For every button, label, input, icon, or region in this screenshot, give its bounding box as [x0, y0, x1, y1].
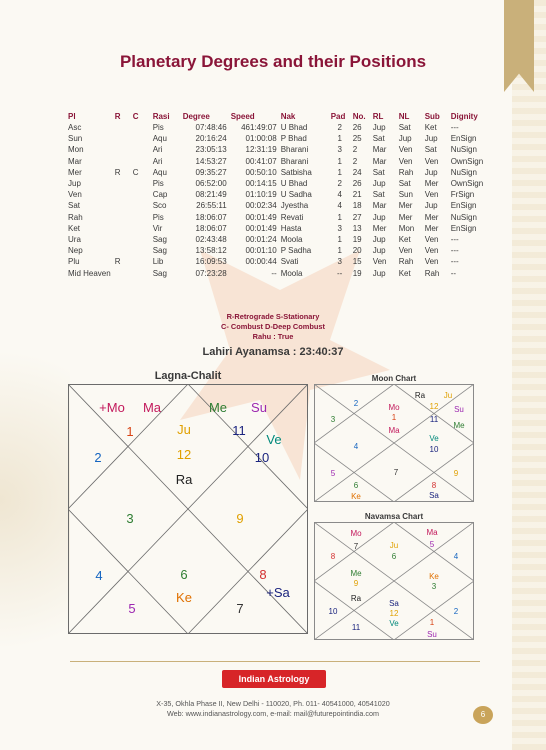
chart-label: Ve: [389, 619, 399, 628]
table-cell: [131, 267, 151, 278]
table-cell: OwnSign: [450, 156, 484, 166]
table-cell: [131, 256, 151, 267]
table-cell: NuSign: [450, 145, 477, 155]
chart-label: 2: [453, 607, 459, 616]
table-cell: 26: [352, 123, 362, 133]
chart-label: Su: [454, 405, 464, 414]
decorative-border-left: [0, 300, 70, 700]
table-cell: 00:41:07: [245, 156, 277, 166]
table-cell: Sag: [152, 268, 167, 278]
table-cell: ---: [450, 123, 459, 133]
chart-label: 8: [431, 481, 437, 490]
planetary-degrees-table: [66, 110, 489, 279]
table-cell: 09:35:27: [195, 167, 227, 177]
chart-label: 5: [128, 601, 136, 616]
table-cell: ---: [450, 246, 459, 256]
table-cell: Sat: [424, 145, 437, 155]
table-cell: --: [337, 268, 343, 278]
table-cell: P Sadha: [280, 246, 312, 256]
table-cell: [131, 178, 151, 189]
table-cell: [113, 189, 131, 200]
table-cell: NuSign: [450, 212, 477, 222]
table-cell: Sat: [372, 167, 385, 177]
chart-label: Ma: [426, 528, 438, 537]
table-cell: Aqu: [152, 134, 167, 144]
table-cell: [131, 200, 151, 211]
table-cell: [131, 212, 151, 223]
table-cell: [113, 212, 131, 223]
chart-label: 9: [453, 469, 459, 478]
table-cell: 16:09:53: [195, 257, 227, 267]
chart-label: 4: [95, 568, 103, 583]
table-cell: Ari: [152, 156, 163, 166]
table-cell: 00:02:34: [245, 201, 277, 211]
table-cell: --: [271, 268, 277, 278]
chart-label: 12: [389, 609, 399, 618]
chart-label: Ve: [266, 432, 282, 447]
chart-label: Ju: [389, 541, 399, 550]
table-cell: NuSign: [450, 167, 477, 177]
chart-label: 5: [330, 469, 336, 478]
table-cell: Jup: [372, 234, 386, 244]
table-cell: Ven: [68, 190, 82, 200]
chart-label: Ju: [177, 422, 191, 437]
table-row: [66, 144, 489, 155]
table-cell: Rah: [68, 212, 83, 222]
table-cell: Ura: [68, 234, 81, 244]
chart-label: Su: [251, 400, 267, 415]
page-title: Planetary Degrees and their Positions: [119, 52, 427, 71]
moon-chart-title: Moon Chart: [371, 374, 417, 383]
chart-label: 4: [353, 442, 359, 451]
chart-label: 10: [254, 450, 270, 465]
table-cell: 3: [337, 257, 342, 267]
table-cell: Sat: [372, 190, 385, 200]
table-cell: [131, 245, 151, 256]
table-cell: 00:14:15: [245, 179, 277, 189]
table-cell: [113, 223, 131, 234]
table-cell: Jup: [372, 246, 386, 256]
table-header-cell: Sub: [424, 111, 440, 121]
table-cell: [131, 133, 151, 144]
table-header-cell: Speed: [230, 111, 255, 121]
table-cell: 2: [337, 123, 342, 133]
chart-label: Me: [350, 569, 362, 578]
table-cell: EnSign: [450, 223, 477, 233]
table-cell: [113, 122, 131, 133]
chart-label: Ma: [388, 426, 400, 435]
table-cell: Mid Heaven: [68, 268, 111, 278]
chart-label: Ma: [142, 400, 162, 415]
table-cell: Ven: [424, 234, 439, 244]
lagna-chalit-title: Lagna-Chalit: [154, 370, 222, 382]
table-cell: Ket: [68, 223, 81, 233]
table-cell: Jyestha: [280, 201, 309, 211]
table-cell: 2: [352, 145, 358, 155]
chart-label: 6: [180, 567, 188, 582]
table-cell: Ven: [398, 145, 413, 155]
table-cell: Ven: [424, 156, 439, 166]
table-cell: 14:53:27: [195, 156, 227, 166]
chart-label: 6: [391, 552, 397, 561]
table-cell: Mer: [68, 167, 82, 177]
table-cell: [131, 189, 151, 200]
table-cell: [131, 122, 151, 133]
chart-label: Ra: [175, 472, 193, 487]
table-cell: Ari: [152, 145, 163, 155]
table-cell: 19: [352, 234, 362, 244]
chart-label: 7: [236, 601, 244, 616]
table-cell: 08:21:49: [195, 190, 227, 200]
table-cell: 13: [352, 223, 362, 233]
table-cell: 00:01:49: [245, 212, 277, 222]
table-header-cell: Degree: [182, 111, 210, 121]
chart-label: 10: [429, 445, 439, 454]
table-cell: 00:50:10: [245, 167, 277, 177]
table-cell: Jup: [68, 179, 81, 189]
table-cell: Ven: [398, 156, 413, 166]
table-cell: Bharani: [280, 156, 309, 166]
table-row: [66, 167, 489, 178]
table-cell: 4: [337, 201, 342, 211]
table-cell: 20: [352, 246, 362, 256]
chart-label: 11: [232, 423, 246, 438]
table-cell: Asc: [68, 123, 82, 133]
table-row: [66, 245, 489, 256]
table-cell: 1: [337, 246, 342, 256]
table-cell: Ven: [424, 257, 439, 267]
chart-label: Ke: [351, 492, 361, 501]
table-cell: 1: [337, 167, 342, 177]
table-cell: [131, 156, 151, 167]
table-cell: Moola: [280, 234, 303, 244]
table-cell: [113, 133, 131, 144]
table-row: [66, 189, 489, 200]
chart-label: Sa: [389, 599, 399, 608]
chart-label: 1: [391, 413, 397, 422]
chart-label: 8: [259, 567, 267, 582]
chart-label: Ve: [429, 434, 439, 443]
table-cell: 3: [337, 145, 342, 155]
table-cell: Cap: [152, 190, 168, 200]
table-cell: 02:43:48: [195, 234, 227, 244]
table-cell: 461:49:07: [241, 123, 277, 133]
table-cell: Pis: [152, 123, 164, 133]
table-cell: 23:05:13: [195, 145, 227, 155]
table-cell: R: [114, 257, 121, 267]
table-cell: Mar: [372, 201, 387, 211]
table-cell: 13:58:12: [195, 246, 227, 256]
chart-label: 2: [94, 450, 102, 465]
moon-chart-grid: [314, 384, 474, 502]
table-header-cell: Dignity: [450, 111, 478, 121]
table-cell: 00:01:24: [245, 234, 277, 244]
table-cell: 12:31:19: [245, 145, 277, 155]
table-row: [66, 133, 489, 144]
table-cell: Jup: [424, 201, 438, 211]
table-cell: 2: [352, 156, 358, 166]
table-cell: P Bhad: [280, 134, 307, 144]
table-cell: Rah: [398, 257, 414, 267]
table-cell: 15: [352, 257, 362, 267]
chart-label: 12: [429, 402, 439, 411]
table-cell: Mar: [372, 156, 387, 166]
table-cell: [131, 144, 151, 155]
table-header-cell: R: [114, 111, 121, 121]
table-cell: Sat: [398, 123, 411, 133]
table-cell: C: [132, 167, 139, 177]
chart-label: 7: [393, 468, 399, 477]
table-cell: Mer: [398, 201, 413, 211]
table-cell: Jup: [424, 134, 438, 144]
table-header-cell: RL: [372, 111, 384, 121]
table-cell: 4: [337, 190, 342, 200]
table-cell: 20:16:24: [195, 134, 227, 144]
chart-label: Mo: [388, 403, 400, 412]
chart-label: 3: [126, 511, 134, 526]
table-cell: Mer: [424, 223, 439, 233]
table-cell: 1: [337, 234, 342, 244]
footer-address: X-35, Okhla Phase II, New Delhi - 110020, Ph. 011- 40541000, 40541020: [156, 699, 390, 708]
table-cell: 3: [337, 223, 342, 233]
chart-label: Su: [427, 630, 437, 639]
table-cell: Jup: [424, 167, 438, 177]
lagna-chalit-chart: [68, 384, 308, 634]
chart-label: 1: [126, 424, 134, 439]
table-cell: Mer: [372, 223, 387, 233]
table-cell: 00:00:44: [245, 257, 277, 267]
table-cell: Rah: [398, 167, 414, 177]
table-cell: Pis: [152, 179, 164, 189]
table-cell: Revati: [280, 212, 304, 222]
table-cell: 07:48:46: [195, 123, 227, 133]
table-cell: [131, 234, 151, 245]
chart-label: 9: [353, 579, 359, 588]
table-cell: EnSign: [450, 201, 477, 211]
table-row: [66, 156, 489, 167]
table-cell: Sco: [152, 201, 167, 211]
ayanamsa-value: Lahiri Ayanamsa : 23:40:37: [202, 346, 344, 358]
table-cell: ---: [450, 234, 459, 244]
table-cell: Jup: [372, 123, 386, 133]
table-cell: Mer: [398, 212, 413, 222]
table-cell: 01:00:08: [245, 134, 277, 144]
chart-label: 5: [429, 540, 435, 549]
chart-label: 6: [353, 481, 359, 490]
chart-label: 8: [330, 552, 336, 561]
footer-contact: Web: www.indianastrology.com, e-mail: mail@futurepointindia.com: [167, 709, 379, 718]
table-row: [66, 178, 489, 189]
table-cell: Jup: [398, 134, 412, 144]
chart-label: 11: [429, 415, 439, 424]
table-cell: 19: [352, 268, 362, 278]
table-cell: R: [114, 167, 121, 177]
table-cell: 1: [337, 156, 342, 166]
table-cell: 26:55:11: [196, 201, 227, 211]
legend-line: Rahu : True: [252, 332, 294, 341]
table-header-cell: Pl: [68, 111, 76, 121]
table-cell: Bharani: [280, 145, 309, 155]
table-header-cell: Nak: [280, 111, 296, 121]
table-cell: Sag: [152, 246, 167, 256]
table-row: [66, 234, 489, 245]
table-row: [66, 122, 489, 133]
table-cell: 24: [352, 167, 362, 177]
table-cell: --: [450, 268, 457, 278]
table-cell: Ven: [424, 190, 439, 200]
chart-label: 7: [353, 542, 359, 551]
table-cell: Jup: [372, 268, 386, 278]
table-cell: Sag: [152, 234, 167, 244]
indian-astrology-logo: Indian Astrology: [222, 670, 326, 688]
table-cell: 1: [337, 134, 342, 144]
table-cell: 18:06:07: [195, 223, 227, 233]
table-cell: 01:10:19: [245, 190, 277, 200]
page-number: 6: [473, 706, 493, 724]
table-cell: 07:23:28: [195, 268, 227, 278]
table-cell: Ket: [424, 123, 437, 133]
table-cell: Sun: [68, 134, 83, 144]
table-cell: Mar: [68, 156, 82, 166]
moon-chart: [314, 384, 474, 502]
table-cell: 21: [352, 190, 362, 200]
chart-label: Ju: [443, 391, 453, 400]
navamsa-chart-title: Navamsa Chart: [364, 512, 424, 521]
chart-label: 12: [176, 447, 192, 462]
table-row: [66, 200, 489, 211]
chart-label: Mo: [350, 529, 362, 538]
legend-line: C- Combust D-Deep Combust: [221, 322, 325, 331]
table-cell: U Sadha: [280, 190, 312, 200]
chart-label: Sa: [429, 491, 439, 500]
table-row: [66, 267, 489, 278]
chart-label: Ra: [350, 594, 362, 603]
table-cell: [113, 267, 131, 278]
table-cell: U Bhad: [280, 123, 308, 133]
table-cell: U Bhad: [280, 179, 308, 189]
table-cell: 26: [352, 179, 362, 189]
table-cell: Sat: [372, 134, 385, 144]
table-cell: [113, 245, 131, 256]
chart-label: Me: [208, 400, 228, 415]
table-header-row: [66, 110, 489, 122]
table-cell: Ven: [424, 246, 439, 256]
table-cell: Jup: [372, 212, 386, 222]
table-cell: Ket: [398, 268, 411, 278]
table-cell: [113, 200, 131, 211]
table-header-cell: C: [132, 111, 139, 121]
chart-label: +Mo: [99, 400, 125, 415]
table-cell: Mar: [372, 145, 387, 155]
chart-label: 2: [353, 399, 359, 408]
table-cell: 00:01:10: [245, 246, 277, 256]
table-cell: Jup: [372, 179, 386, 189]
table-cell: 25: [352, 134, 362, 144]
table-cell: [113, 144, 131, 155]
table-cell: Sat: [398, 179, 411, 189]
decorative-border-right: [512, 0, 546, 750]
table-row: [66, 223, 489, 234]
table-cell: 18:06:07: [195, 212, 227, 222]
chart-label: 1: [429, 618, 435, 627]
table-cell: Satbisha: [280, 167, 312, 177]
table-cell: 00:01:49: [245, 223, 277, 233]
chart-label: +Sa: [266, 585, 290, 600]
chart-label: Me: [453, 421, 465, 430]
table-cell: Sat: [68, 201, 81, 211]
table-cell: 1: [337, 212, 342, 222]
table-cell: Svati: [280, 257, 299, 267]
table-cell: Sun: [398, 190, 413, 200]
table-cell: 18: [352, 201, 362, 211]
table-cell: Lib: [152, 257, 164, 267]
table-cell: Plu: [68, 257, 80, 267]
footer-divider: [70, 661, 480, 662]
table-cell: Pis: [152, 212, 164, 222]
table-cell: Aqu: [152, 167, 167, 177]
table-header-cell: Pad: [330, 111, 346, 121]
chart-label: 3: [431, 582, 437, 591]
table-header-cell: NL: [398, 111, 410, 121]
table-cell: [113, 178, 131, 189]
table-cell: Mon: [398, 223, 415, 233]
table-cell: Ven: [398, 246, 413, 256]
table-cell: Vir: [152, 223, 163, 233]
navamsa-chart: [314, 522, 474, 640]
table-cell: [131, 223, 151, 234]
table-cell: [113, 234, 131, 245]
table-cell: Mon: [68, 145, 84, 155]
table-header-cell: No.: [352, 111, 366, 121]
table-cell: ---: [450, 257, 459, 267]
chart-label: 4: [453, 552, 459, 561]
chart-label: Ke: [176, 590, 192, 605]
table-row: [66, 256, 489, 267]
chart-label: 10: [328, 607, 338, 616]
chart-label: 11: [351, 623, 361, 632]
table-cell: Nep: [68, 246, 83, 256]
table-cell: EnSign: [450, 134, 477, 144]
table-cell: FrSign: [450, 190, 475, 200]
table-cell: 2: [337, 179, 342, 189]
table-cell: Ven: [372, 257, 387, 267]
table-cell: Ket: [398, 234, 411, 244]
chart-label: 9: [236, 511, 244, 526]
chart-label: Ra: [414, 391, 426, 400]
table-cell: Rah: [424, 268, 440, 278]
table-cell: Hasta: [280, 223, 302, 233]
chart-label: 3: [330, 415, 336, 424]
legend-line: R-Retrograde S-Stationary: [226, 312, 320, 321]
table-cell: 06:52:00: [195, 179, 227, 189]
table-cell: Mer: [424, 179, 439, 189]
table-cell: Moola: [280, 268, 303, 278]
chart-label: Ke: [429, 572, 439, 581]
table-cell: Mer: [424, 212, 439, 222]
table-cell: 27: [352, 212, 362, 222]
table-cell: OwnSign: [450, 179, 484, 189]
table-header-cell: Rasi: [152, 111, 170, 121]
table-cell: [113, 156, 131, 167]
table-row: [66, 212, 489, 223]
